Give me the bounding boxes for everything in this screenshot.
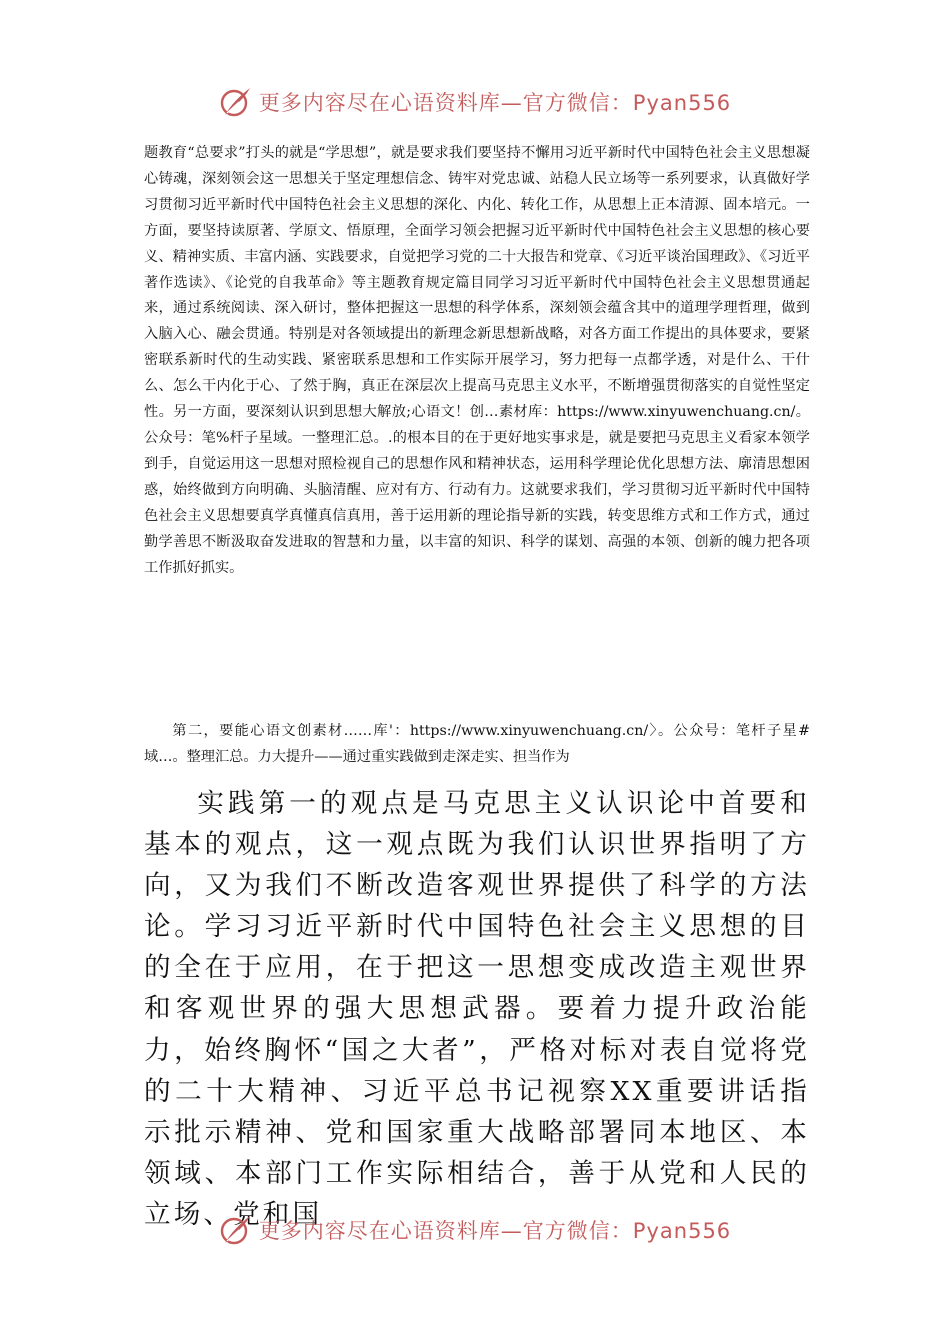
header-banner: [0, 82, 950, 122]
banner-text: 更多内容尽在心语资料库—官方微信：Pyan556: [258, 91, 732, 115]
quill-logo-icon: [219, 85, 253, 119]
quill-logo-icon: [219, 1213, 253, 1247]
body-paragraph-1: 题教育“总要求”打头的就是“学思想”，就是要求我们要坚持不懈用习近平新时代中国特色社会主义思想凝心铸魂，深刻领会这一思想关于坚定理想信念、铸牢对党忠诚、站稳人民立场等一系列要求，认真做好学习贯彻习近平新时代中国特色社会主义思想的深化、内化、转化工作，从思想上正本清源、固本培元。一方面，要坚持读原著、学原文、悟原理，全面学习领会把握习近平新时代中国特色社会主义思想的核心要义、精神实质、丰富内涵、实践要求，自觉把学习党的二十大报告和党章、《习近平谈治国理政》、《习近平著作选读》、《论党的自我革命》等主题教育规定篇目同学习习近平新时代中国特色社会主义思想贯通起来，通过系统阅读、深入研讨，整体把握这一思想的科学体系，深刻领会蕴含其中的道理学理哲理，做到入脑入心、融会贯通。特别是对各领域提出的新理念新思想新战略，对各方面工作提出的具体要求，要紧密联系新时代的生动实践、紧密联系思想和工作实际开展学习，努力把每一点都学透，对是什么、干什么、怎么干内化于心、了然于胸，真正在深层次上提高马克思主义水平，不断增强贯彻落实的自觉性坚定性。另一方面，要深刻认识到思想大解放;心语文！创…素材库：https://www.xinyuwenchuang.cn/。公众号：笔%杆子星域。一整理汇总。.的根本目的在于更好地实事求是，就是要把马克思主义看家本领学到手，自觉运用这一思想对照检视自己的思想作风和精神状态，运用科学理论优化思想方法、廓清思想困惑，始终做到方向明确、头脑清醒、应对有方、行动有力。这就要求我们，学习贯彻习近平新时代中国特色社会主义思想要真学真懂真信真用，善于运用新的理论指导新的实践，转变思维方式和工作方式，通过勤学善思不断汲取奋发进取的智慧和力量，以丰富的知识、科学的谋划、高强的本领、创新的魄力把各项工作抓好抓实。: [144, 145, 810, 576]
body-paragraph-2: 第二，要能心语文创素材……库'：https://www.xinyuwenchuang.cn/〉。公众号：笔杆子星#域…。整理汇总。力大提升——通过重实践做到走深走实、担当作为: [144, 723, 810, 765]
footer-banner: [0, 1210, 950, 1250]
body-paragraph-3: 实践第一的观点是马克思主义认识论中首要和基本的观点，这一观点既为我们认识世界指明了方向，又为我们不断改造客观世界提供了科学的方法论。学习习近平新时代中国特色社会主义思想的目的全在于应用，在于把这一思想变成改造主观世界和客观世界的强大思想武器。要着力提升政治能力，始终胸怀“国之大者”，严格对标对表自觉将党的二十大精神、习近平总书记视察XX重要讲话指示批示精神、党和国家重大战略部署同本地区、本领域、本部门工作实际相结合，善于从党和人民的立场、党和国: [144, 788, 810, 1230]
banner-text: 更多内容尽在心语资料库—官方微信：Pyan556: [258, 1219, 732, 1243]
